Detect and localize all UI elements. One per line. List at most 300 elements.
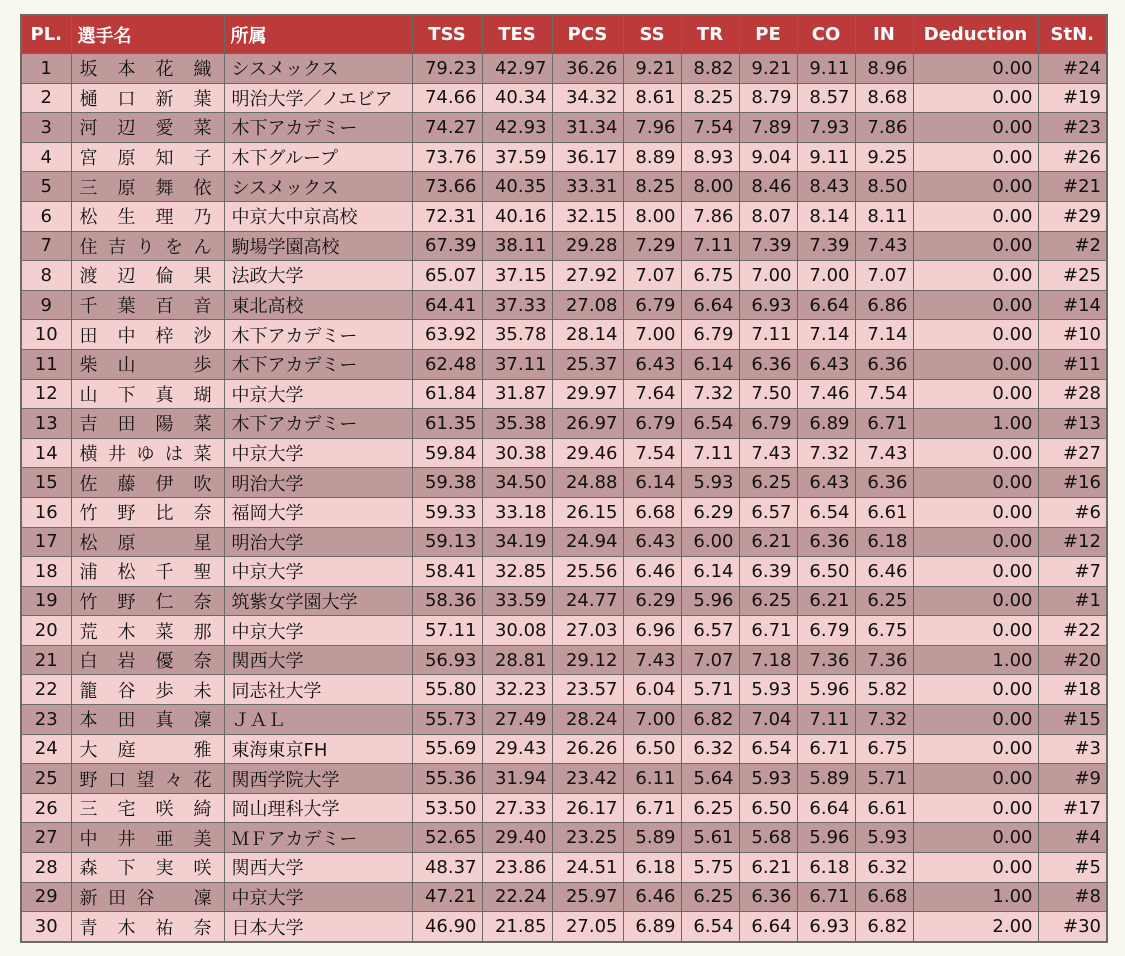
table-row [21, 912, 1107, 942]
start-number-cell: #10 [1038, 320, 1107, 350]
tes-cell: 29.40 [482, 823, 552, 853]
affiliation-cell: 東北高校 [224, 290, 412, 320]
affiliation-cell: 中京大中京高校 [224, 201, 412, 231]
tss-cell: 62.48 [412, 349, 482, 379]
skater-name-cell: 河辺愛菜 [71, 113, 224, 143]
affiliation-cell: 中京大学 [224, 557, 412, 587]
co-cell: 6.21 [797, 586, 855, 616]
skater-name-cell: 大庭 雅 [71, 734, 224, 764]
deduction-cell: 0.00 [913, 320, 1038, 350]
in-cell: 8.96 [855, 54, 913, 84]
place-cell: 12 [21, 379, 71, 409]
ss-cell: 6.68 [623, 497, 681, 527]
tr-cell: 6.75 [681, 261, 739, 291]
tes-cell: 32.85 [482, 557, 552, 587]
header-name: 選手名 [71, 15, 224, 54]
tr-cell: 5.96 [681, 586, 739, 616]
pe-cell: 7.89 [739, 113, 797, 143]
ss-cell: 6.18 [623, 853, 681, 883]
pcs-cell: 34.32 [552, 83, 623, 113]
affiliation-cell: シスメックス [224, 54, 412, 84]
table-row [21, 142, 1107, 172]
tss-cell: 55.36 [412, 764, 482, 794]
tss-cell: 55.69 [412, 734, 482, 764]
start-number-cell: #19 [1038, 83, 1107, 113]
tes-cell: 35.38 [482, 409, 552, 439]
tes-cell: 30.38 [482, 438, 552, 468]
tss-cell: 67.39 [412, 231, 482, 261]
header-pcs: PCS [552, 15, 623, 54]
table-row [21, 54, 1107, 84]
start-number-cell: #2 [1038, 231, 1107, 261]
tes-cell: 37.15 [482, 261, 552, 291]
header-in: IN [855, 15, 913, 54]
place-cell: 20 [21, 616, 71, 646]
tss-cell: 58.41 [412, 557, 482, 587]
in-cell: 7.86 [855, 113, 913, 143]
ss-cell: 7.00 [623, 320, 681, 350]
skater-name-cell: 田中梓沙 [71, 320, 224, 350]
skater-name-cell: 竹野仁奈 [71, 586, 224, 616]
start-number-cell: #6 [1038, 497, 1107, 527]
in-cell: 6.46 [855, 557, 913, 587]
pcs-cell: 26.26 [552, 734, 623, 764]
co-cell: 6.54 [797, 497, 855, 527]
deduction-cell: 0.00 [913, 616, 1038, 646]
place-cell: 3 [21, 113, 71, 143]
place-cell: 19 [21, 586, 71, 616]
tss-cell: 55.73 [412, 705, 482, 735]
co-cell: 5.96 [797, 675, 855, 705]
tss-cell: 46.90 [412, 912, 482, 942]
tss-cell: 53.50 [412, 793, 482, 823]
tss-cell: 59.33 [412, 497, 482, 527]
pcs-cell: 29.28 [552, 231, 623, 261]
place-cell: 26 [21, 793, 71, 823]
co-cell: 7.14 [797, 320, 855, 350]
tr-cell: 5.93 [681, 468, 739, 498]
ss-cell: 8.61 [623, 83, 681, 113]
tss-cell: 48.37 [412, 853, 482, 883]
table-row [21, 734, 1107, 764]
affiliation-cell: 関西学院大学 [224, 764, 412, 794]
start-number-cell: #22 [1038, 616, 1107, 646]
tes-cell: 23.86 [482, 853, 552, 883]
start-number-cell: #25 [1038, 261, 1107, 291]
affiliation-cell: 木下グループ [224, 142, 412, 172]
skater-name-cell: 青木祐奈 [71, 912, 224, 942]
header-deduction: Deduction [913, 15, 1038, 54]
pcs-cell: 28.14 [552, 320, 623, 350]
in-cell: 7.43 [855, 438, 913, 468]
deduction-cell: 0.00 [913, 586, 1038, 616]
table-row [21, 823, 1107, 853]
deduction-cell: 0.00 [913, 557, 1038, 587]
header-tss: TSS [412, 15, 482, 54]
table-row [21, 645, 1107, 675]
co-cell: 6.89 [797, 409, 855, 439]
in-cell: 6.61 [855, 497, 913, 527]
start-number-cell: #9 [1038, 764, 1107, 794]
ss-cell: 7.29 [623, 231, 681, 261]
co-cell: 6.18 [797, 853, 855, 883]
tss-cell: 56.93 [412, 645, 482, 675]
pcs-cell: 23.57 [552, 675, 623, 705]
start-number-cell: #16 [1038, 468, 1107, 498]
skater-name-cell: 本田真凜 [71, 705, 224, 735]
header-ss: SS [623, 15, 681, 54]
in-cell: 7.14 [855, 320, 913, 350]
in-cell: 6.68 [855, 882, 913, 912]
in-cell: 9.25 [855, 142, 913, 172]
tss-cell: 59.13 [412, 527, 482, 557]
co-cell: 7.39 [797, 231, 855, 261]
place-cell: 29 [21, 882, 71, 912]
ss-cell: 6.43 [623, 349, 681, 379]
pcs-cell: 27.08 [552, 290, 623, 320]
affiliation-cell: 関西大学 [224, 853, 412, 883]
pcs-cell: 25.97 [552, 882, 623, 912]
ss-cell: 8.25 [623, 172, 681, 202]
tr-cell: 6.29 [681, 497, 739, 527]
skater-name-cell: 竹野比奈 [71, 497, 224, 527]
in-cell: 5.82 [855, 675, 913, 705]
in-cell: 7.36 [855, 645, 913, 675]
co-cell: 5.96 [797, 823, 855, 853]
start-number-cell: #15 [1038, 705, 1107, 735]
in-cell: 8.68 [855, 83, 913, 113]
skater-name-cell: 坂本花織 [71, 54, 224, 84]
tss-cell: 61.84 [412, 379, 482, 409]
pcs-cell: 24.51 [552, 853, 623, 883]
table-row [21, 172, 1107, 202]
in-cell: 8.50 [855, 172, 913, 202]
co-cell: 9.11 [797, 142, 855, 172]
skater-name-cell: 松原 星 [71, 527, 224, 557]
tss-cell: 73.66 [412, 172, 482, 202]
pcs-cell: 24.77 [552, 586, 623, 616]
tr-cell: 5.61 [681, 823, 739, 853]
skater-name-cell: 樋口新葉 [71, 83, 224, 113]
ss-cell: 6.46 [623, 557, 681, 587]
affiliation-cell: 駒場学園高校 [224, 231, 412, 261]
place-cell: 7 [21, 231, 71, 261]
deduction-cell: 0.00 [913, 231, 1038, 261]
tr-cell: 7.11 [681, 438, 739, 468]
place-cell: 21 [21, 645, 71, 675]
pcs-cell: 29.46 [552, 438, 623, 468]
affiliation-cell: 木下アカデミー [224, 113, 412, 143]
tes-cell: 40.16 [482, 201, 552, 231]
tss-cell: 64.41 [412, 290, 482, 320]
tss-cell: 72.31 [412, 201, 482, 231]
in-cell: 6.82 [855, 912, 913, 942]
tr-cell: 8.25 [681, 83, 739, 113]
tes-cell: 42.97 [482, 54, 552, 84]
start-number-cell: #24 [1038, 54, 1107, 84]
affiliation-cell: 明治大学 [224, 527, 412, 557]
results-body [21, 54, 1107, 942]
co-cell: 5.89 [797, 764, 855, 794]
start-number-cell: #26 [1038, 142, 1107, 172]
tes-cell: 37.59 [482, 142, 552, 172]
deduction-cell: 2.00 [913, 912, 1038, 942]
place-cell: 28 [21, 853, 71, 883]
pe-cell: 6.79 [739, 409, 797, 439]
deduction-cell: 0.00 [913, 261, 1038, 291]
affiliation-cell: 中京大学 [224, 882, 412, 912]
place-cell: 15 [21, 468, 71, 498]
start-number-cell: #3 [1038, 734, 1107, 764]
tr-cell: 7.32 [681, 379, 739, 409]
deduction-cell: 1.00 [913, 409, 1038, 439]
tr-cell: 6.32 [681, 734, 739, 764]
in-cell: 5.71 [855, 764, 913, 794]
co-cell: 6.64 [797, 793, 855, 823]
co-cell: 6.36 [797, 527, 855, 557]
start-number-cell: #4 [1038, 823, 1107, 853]
ss-cell: 7.43 [623, 645, 681, 675]
place-cell: 25 [21, 764, 71, 794]
ss-cell: 5.89 [623, 823, 681, 853]
deduction-cell: 0.00 [913, 853, 1038, 883]
pe-cell: 6.50 [739, 793, 797, 823]
pcs-cell: 27.92 [552, 261, 623, 291]
pe-cell: 7.18 [739, 645, 797, 675]
tes-cell: 32.23 [482, 675, 552, 705]
tes-cell: 37.11 [482, 349, 552, 379]
in-cell: 7.07 [855, 261, 913, 291]
ss-cell: 6.43 [623, 527, 681, 557]
tes-cell: 42.93 [482, 113, 552, 143]
tes-cell: 27.33 [482, 793, 552, 823]
affiliation-cell: 中京大学 [224, 438, 412, 468]
pcs-cell: 23.42 [552, 764, 623, 794]
co-cell: 7.11 [797, 705, 855, 735]
pcs-cell: 31.34 [552, 113, 623, 143]
place-cell: 30 [21, 912, 71, 942]
header-tes: TES [482, 15, 552, 54]
pcs-cell: 27.03 [552, 616, 623, 646]
affiliation-cell: 木下アカデミー [224, 349, 412, 379]
skater-name-cell: 三原舞依 [71, 172, 224, 202]
affiliation-cell: 福岡大学 [224, 497, 412, 527]
place-cell: 17 [21, 527, 71, 557]
ss-cell: 6.50 [623, 734, 681, 764]
ss-cell: 6.46 [623, 882, 681, 912]
place-cell: 2 [21, 83, 71, 113]
skater-name-cell: 籠谷歩未 [71, 675, 224, 705]
tes-cell: 35.78 [482, 320, 552, 350]
deduction-cell: 0.00 [913, 290, 1038, 320]
place-cell: 1 [21, 54, 71, 84]
affiliation-cell: 同志社大学 [224, 675, 412, 705]
co-cell: 6.50 [797, 557, 855, 587]
place-cell: 5 [21, 172, 71, 202]
pe-cell: 6.71 [739, 616, 797, 646]
affiliation-cell: 中京大学 [224, 379, 412, 409]
tss-cell: 63.92 [412, 320, 482, 350]
ss-cell: 6.11 [623, 764, 681, 794]
co-cell: 7.00 [797, 261, 855, 291]
ss-cell: 7.00 [623, 705, 681, 735]
tes-cell: 34.50 [482, 468, 552, 498]
tr-cell: 8.00 [681, 172, 739, 202]
pcs-cell: 26.15 [552, 497, 623, 527]
tss-cell: 55.80 [412, 675, 482, 705]
place-cell: 11 [21, 349, 71, 379]
start-number-cell: #13 [1038, 409, 1107, 439]
deduction-cell: 0.00 [913, 83, 1038, 113]
start-number-cell: #20 [1038, 645, 1107, 675]
header-start-number: StN. [1038, 15, 1107, 54]
in-cell: 6.86 [855, 290, 913, 320]
pe-cell: 8.07 [739, 201, 797, 231]
place-cell: 4 [21, 142, 71, 172]
tr-cell: 6.14 [681, 557, 739, 587]
skater-name-cell: 吉田陽菜 [71, 409, 224, 439]
place-cell: 16 [21, 497, 71, 527]
ss-cell: 7.64 [623, 379, 681, 409]
affiliation-cell: ＪＡＬ [224, 705, 412, 735]
tes-cell: 40.34 [482, 83, 552, 113]
table-row [21, 468, 1107, 498]
deduction-cell: 0.00 [913, 349, 1038, 379]
co-cell: 6.64 [797, 290, 855, 320]
skater-name-cell: 野口望々花 [71, 764, 224, 794]
table-row [21, 527, 1107, 557]
pe-cell: 6.93 [739, 290, 797, 320]
affiliation-cell: 日本大学 [224, 912, 412, 942]
table-row [21, 882, 1107, 912]
tr-cell: 7.07 [681, 645, 739, 675]
pe-cell: 5.93 [739, 675, 797, 705]
table-row [21, 586, 1107, 616]
pe-cell: 6.64 [739, 912, 797, 942]
table-row [21, 379, 1107, 409]
pe-cell: 9.21 [739, 54, 797, 84]
in-cell: 6.71 [855, 409, 913, 439]
pcs-cell: 28.24 [552, 705, 623, 735]
tss-cell: 73.76 [412, 142, 482, 172]
co-cell: 6.71 [797, 882, 855, 912]
tss-cell: 74.66 [412, 83, 482, 113]
pe-cell: 6.25 [739, 468, 797, 498]
pe-cell: 6.39 [739, 557, 797, 587]
header-tr: TR [681, 15, 739, 54]
tr-cell: 6.54 [681, 409, 739, 439]
tes-cell: 21.85 [482, 912, 552, 942]
place-cell: 23 [21, 705, 71, 735]
pcs-cell: 25.37 [552, 349, 623, 379]
table-row [21, 113, 1107, 143]
start-number-cell: #5 [1038, 853, 1107, 883]
deduction-cell: 0.00 [913, 497, 1038, 527]
skater-name-cell: 三宅咲綺 [71, 793, 224, 823]
tr-cell: 7.11 [681, 231, 739, 261]
start-number-cell: #8 [1038, 882, 1107, 912]
table-row [21, 705, 1107, 735]
deduction-cell: 1.00 [913, 882, 1038, 912]
skater-name-cell: 白岩優奈 [71, 645, 224, 675]
start-number-cell: #28 [1038, 379, 1107, 409]
tes-cell: 37.33 [482, 290, 552, 320]
co-cell: 8.14 [797, 201, 855, 231]
pe-cell: 8.79 [739, 83, 797, 113]
affiliation-cell: 岡山理科大学 [224, 793, 412, 823]
affiliation-cell: 中京大学 [224, 616, 412, 646]
deduction-cell: 0.00 [913, 734, 1038, 764]
table-row [21, 231, 1107, 261]
co-cell: 7.93 [797, 113, 855, 143]
deduction-cell: 0.00 [913, 823, 1038, 853]
table-row [21, 853, 1107, 883]
in-cell: 6.61 [855, 793, 913, 823]
table-row [21, 616, 1107, 646]
start-number-cell: #1 [1038, 586, 1107, 616]
tr-cell: 8.93 [681, 142, 739, 172]
pcs-cell: 24.88 [552, 468, 623, 498]
pcs-cell: 36.17 [552, 142, 623, 172]
pcs-cell: 26.97 [552, 409, 623, 439]
ss-cell: 6.79 [623, 409, 681, 439]
table-row [21, 764, 1107, 794]
ss-cell: 6.89 [623, 912, 681, 942]
place-cell: 8 [21, 261, 71, 291]
in-cell: 5.93 [855, 823, 913, 853]
table-row [21, 409, 1107, 439]
tr-cell: 6.00 [681, 527, 739, 557]
tr-cell: 6.25 [681, 793, 739, 823]
tes-cell: 28.81 [482, 645, 552, 675]
tss-cell: 47.21 [412, 882, 482, 912]
skater-name-cell: 宮原知子 [71, 142, 224, 172]
ss-cell: 7.54 [623, 438, 681, 468]
table-row [21, 320, 1107, 350]
tr-cell: 8.82 [681, 54, 739, 84]
pe-cell: 7.39 [739, 231, 797, 261]
ss-cell: 7.96 [623, 113, 681, 143]
place-cell: 22 [21, 675, 71, 705]
table-row [21, 438, 1107, 468]
skater-name-cell: 住吉りをん [71, 231, 224, 261]
pcs-cell: 29.97 [552, 379, 623, 409]
ss-cell: 6.29 [623, 586, 681, 616]
ss-cell: 7.07 [623, 261, 681, 291]
deduction-cell: 0.00 [913, 793, 1038, 823]
affiliation-cell: 木下アカデミー [224, 320, 412, 350]
results-table-container [20, 14, 1108, 943]
co-cell: 8.57 [797, 83, 855, 113]
place-cell: 14 [21, 438, 71, 468]
tr-cell: 6.82 [681, 705, 739, 735]
table-row [21, 83, 1107, 113]
co-cell: 6.93 [797, 912, 855, 942]
in-cell: 7.32 [855, 705, 913, 735]
pe-cell: 6.36 [739, 882, 797, 912]
tr-cell: 6.79 [681, 320, 739, 350]
tr-cell: 6.57 [681, 616, 739, 646]
deduction-cell: 1.00 [913, 645, 1038, 675]
header-place: PL. [21, 15, 71, 54]
tr-cell: 6.14 [681, 349, 739, 379]
pe-cell: 7.11 [739, 320, 797, 350]
ss-cell: 6.14 [623, 468, 681, 498]
skater-name-cell: 山下真瑚 [71, 379, 224, 409]
ss-cell: 6.79 [623, 290, 681, 320]
co-cell: 7.32 [797, 438, 855, 468]
ss-cell: 8.89 [623, 142, 681, 172]
